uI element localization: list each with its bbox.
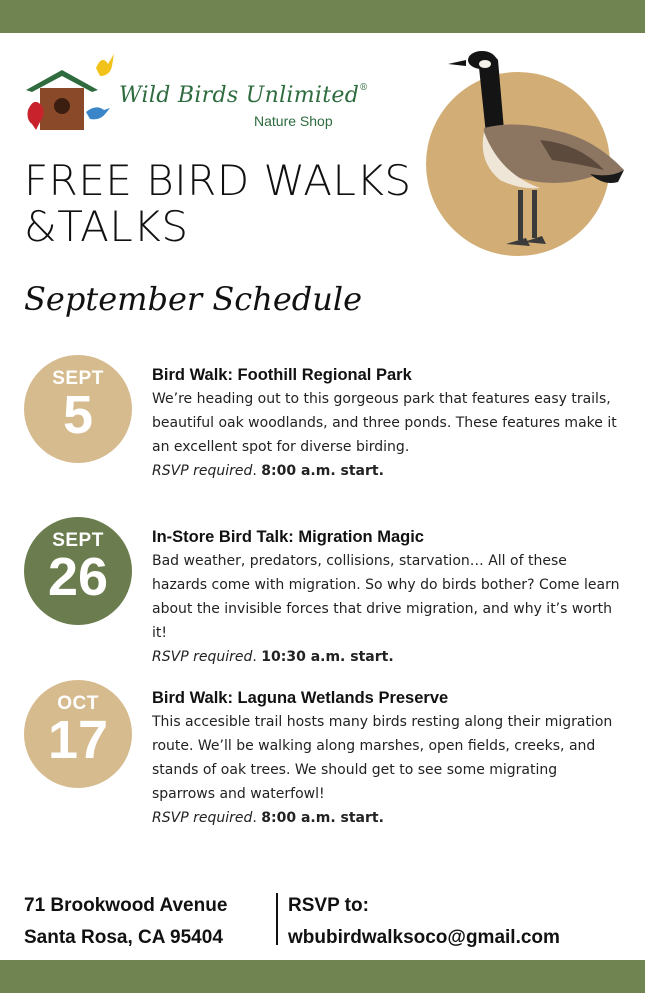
event-description: This accesible trail hosts many birds resting along their migration route. We’ll be walking along marshes, open fields, creeks, and stands of oak trees. We should get to see some migrating sparrows and waterfowl! <box>152 714 613 802</box>
event-rsvp: RSVP required. 8:00 a.m. start. <box>152 463 384 479</box>
date-badge <box>24 680 132 788</box>
date-month: SEPT <box>52 368 104 389</box>
footer-rsvp <box>288 890 560 954</box>
event-rsvp: RSVP required. 8:00 a.m. start. <box>152 810 384 826</box>
event-title: Bird Walk: Foothill Regional Park <box>152 366 412 384</box>
headline-line2: &TALKS <box>24 202 189 251</box>
event-rsvp: RSVP required. 10:30 a.m. start. <box>152 649 394 665</box>
event-text <box>152 363 622 483</box>
event-title: Bird Walk: Laguna Wetlands Preserve <box>152 689 449 707</box>
footer-address <box>24 890 227 954</box>
date-badge <box>24 517 132 625</box>
date-day: 26 <box>47 547 109 607</box>
date-month: OCT <box>57 693 99 714</box>
date-badge <box>24 355 132 463</box>
bottom-band <box>0 960 645 993</box>
date-month: SEPT <box>52 530 104 551</box>
event-text <box>152 525 622 669</box>
logo-name: Wild Birds Unlimited® <box>119 83 369 108</box>
event-description: We’re heading out to this gorgeous park that features easy trails, beautiful oak woodlands, and three ponds. These features make it an excellent spot for diverse birding. <box>152 391 617 455</box>
canada-goose-image <box>440 40 640 260</box>
logo <box>24 50 369 140</box>
logo-subtitle: Nature Shop <box>254 113 333 129</box>
schedule-subhead: September Schedule <box>24 280 363 318</box>
rsvp-email[interactable]: wbubirdwalksoco@gmail.com <box>288 927 560 948</box>
date-day: 17 <box>47 710 109 770</box>
headline-line1: FREE BIRD WALKS <box>24 156 412 205</box>
event-title: In-Store Bird Talk: Migration Magic <box>152 528 424 546</box>
footer-divider <box>276 893 278 945</box>
event-text <box>152 686 622 830</box>
birdhouse-logo-icon <box>24 50 124 140</box>
address-line2: Santa Rosa, CA 95404 <box>24 927 223 948</box>
rsvp-label: RSVP to: <box>288 895 369 916</box>
event-description: Bad weather, predators, collisions, starvation… All of these hazards come with migration. So why do birds bother? Come learn about the invisible forces that drive migration, and why it’s worth it! <box>152 553 620 641</box>
top-band <box>0 0 645 33</box>
headline <box>24 158 444 250</box>
address-line1: 71 Brookwood Avenue <box>24 895 228 916</box>
date-day: 5 <box>62 385 94 445</box>
